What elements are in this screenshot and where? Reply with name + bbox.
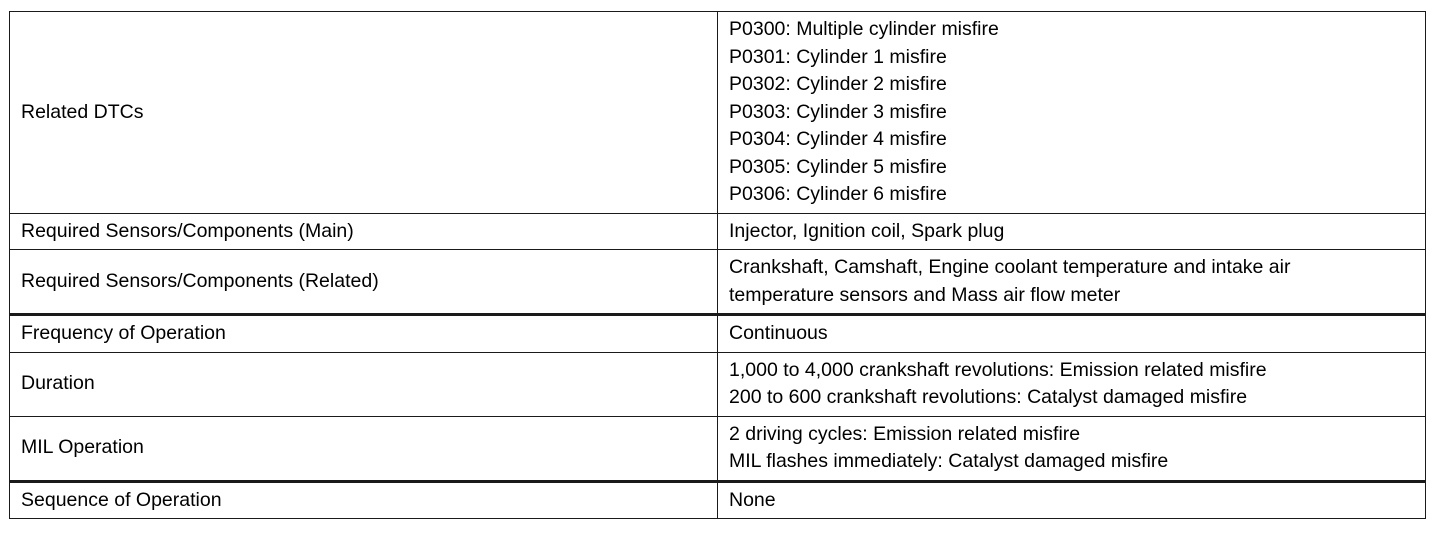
dtc-line: P0302: Cylinder 2 misfire [729, 73, 947, 95]
row-label: Required Sensors/Components (Main) [10, 213, 718, 250]
value-line: 1,000 to 4,000 crankshaft revolutions: Emission related misfire [729, 358, 1267, 381]
row-label: Related DTCs [10, 12, 718, 214]
table-row-required-related [10, 250, 1426, 315]
row-value [718, 250, 1426, 315]
row-value [718, 12, 1426, 214]
row-value [718, 213, 1426, 250]
dtc-line: P0304: Cylinder 4 misfire [729, 128, 947, 150]
row-label: Required Sensors/Components (Related) [10, 250, 718, 315]
value-line: temperature sensors and Mass air flow meter [729, 283, 1121, 306]
row-label: MIL Operation [10, 416, 718, 481]
dtc-line: P0300: Multiple cylinder misfire [729, 18, 999, 40]
value-line: None [729, 488, 776, 511]
table-row-sequence [10, 481, 1426, 519]
row-label: Frequency of Operation [10, 315, 718, 353]
table-row-related-dtcs [10, 12, 1426, 214]
table-row-duration [10, 352, 1426, 416]
value-line: Continuous [729, 322, 828, 344]
value-line: 2 driving cycles: Emission related misfire [729, 422, 1081, 445]
table-row-mil-operation [10, 416, 1426, 481]
table-row-frequency [10, 315, 1426, 353]
value-line: Injector, Ignition coil, Spark plug [729, 219, 1005, 242]
row-label: Duration [10, 352, 718, 416]
row-value [718, 481, 1426, 519]
dtc-line: P0305: Cylinder 5 misfire [729, 155, 947, 178]
row-value [718, 315, 1426, 353]
value-line: MIL flashes immediately: Catalyst damaged misfire [729, 450, 1169, 472]
value-line: Crankshaft, Camshaft, Engine coolant temperature and intake air [729, 256, 1291, 278]
monitor-spec-table [9, 11, 1426, 519]
value-line: 200 to 600 crankshaft revolutions: Catalyst damaged misfire [729, 386, 1248, 408]
table-row-required-main [10, 213, 1426, 250]
row-label: Sequence of Operation [10, 481, 718, 519]
dtc-line: P0306: Cylinder 6 misfire [729, 183, 947, 205]
dtc-line: P0303: Cylinder 3 misfire [729, 100, 947, 123]
row-value [718, 352, 1426, 416]
dtc-line: P0301: Cylinder 1 misfire [729, 45, 947, 68]
row-value [718, 416, 1426, 481]
